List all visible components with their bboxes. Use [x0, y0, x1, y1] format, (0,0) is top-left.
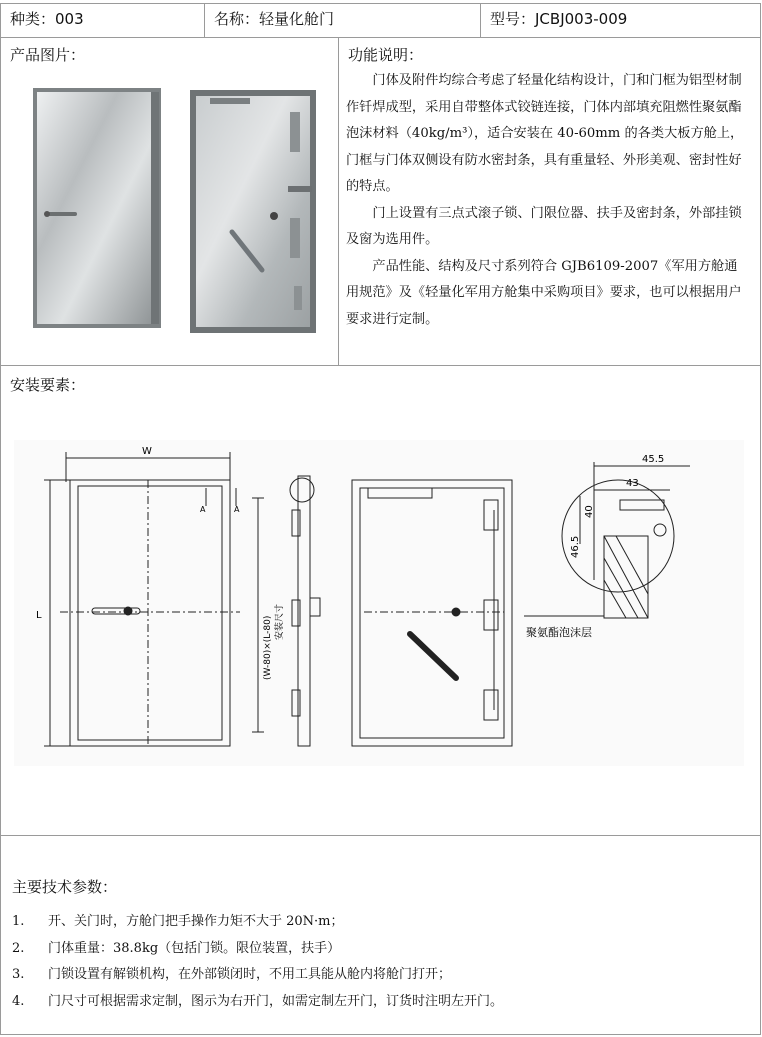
category-label: 种类：003	[10, 10, 84, 28]
tech-param-row	[12, 936, 752, 963]
grid-header-bottom	[0, 37, 761, 38]
grid-header-sep-2	[480, 3, 481, 38]
function-description	[346, 68, 750, 333]
model-number: 型号：JCBJ003-009	[490, 10, 628, 28]
dim-43: 43	[626, 478, 639, 489]
door-photo-exterior	[33, 88, 161, 328]
opening-size-label: (W-80)×(L-80)	[263, 615, 273, 680]
tech-param-text: 门锁设置有解锁机构，在外部锁闭时，不用工具能从舱内将舱门打开；	[48, 967, 452, 982]
tech-param-row	[12, 962, 752, 989]
tech-params	[12, 876, 752, 1015]
dim-45-5: 45.5	[642, 454, 665, 465]
section-a-right: A	[234, 505, 240, 514]
tech-param-num: 3.	[12, 967, 25, 982]
grid-bottom	[0, 1034, 761, 1035]
grid-photo-sep	[338, 37, 339, 366]
tech-param-text: 开、关门时，方舱门把手操作力矩不大于 20N·m；	[48, 914, 344, 929]
tech-param-row	[12, 909, 752, 936]
opening-size-caption: 安装尺寸	[275, 603, 285, 640]
function-paragraph-1: 门体及附件均综合考虑了轻量化结构设计，门和门框为铝型材制作钎焊成型，采用自带整体式铰链连接，门体内部填充阻燃性聚氨酯泡沫材料（40kg/m³），适合安装在 40-60mm 的各类大板方舱上，门框与门体双侧设有防水密封条，具有重量轻、外形美观、密封性好的特点。	[346, 73, 744, 194]
installation-drawing	[14, 440, 744, 766]
tech-params-title: 主要技术参数：	[12, 878, 118, 896]
grid-section-divider	[0, 365, 761, 366]
tech-param-num: 1.	[12, 914, 25, 929]
foam-layer-label: 聚氨酯泡沫层	[526, 626, 592, 639]
product-name: 名称：轻量化舱门	[214, 10, 335, 28]
door-photo-interior	[190, 90, 316, 333]
function-paragraph-3: 产品性能、结构及尺寸系列符合 GJB6109-2007《军用方舱通用规范》及《轻量化军用方舱集中采购项目》要求，也可以根据用户要求进行定制。	[346, 258, 742, 327]
dim-40: 40	[584, 505, 595, 518]
grid-header-sep-1	[204, 3, 205, 38]
tech-param-text: 门尺寸可根据需求定制，图示为右开门，如需定制左开门，订货时注明左开门。	[48, 993, 504, 1009]
tech-param-row	[12, 989, 752, 1016]
function-title: 功能说明：	[348, 46, 424, 64]
tech-param-text: 门体重量：38.8kg（包括门锁。限位装置，扶手）	[48, 940, 341, 956]
grid-install-bottom	[0, 835, 761, 836]
section-a-left: A	[200, 505, 206, 514]
product-images-title: 产品图片：	[10, 46, 86, 64]
dim-l-label: L	[36, 610, 42, 621]
function-paragraph-2: 门上设置有三点式滚子锁、门限位器、扶手及密封条，外部挂锁及窗为选用件。	[346, 205, 742, 247]
dim-46-5: 46.5	[570, 535, 581, 558]
grid-top	[0, 3, 761, 4]
dim-w-label: W	[142, 446, 152, 457]
tech-param-num: 4.	[12, 993, 25, 1009]
grid-left	[0, 3, 1, 1035]
grid-right	[760, 3, 761, 1035]
tech-param-num: 2.	[12, 940, 25, 956]
installation-title: 安装要素：	[10, 376, 86, 394]
